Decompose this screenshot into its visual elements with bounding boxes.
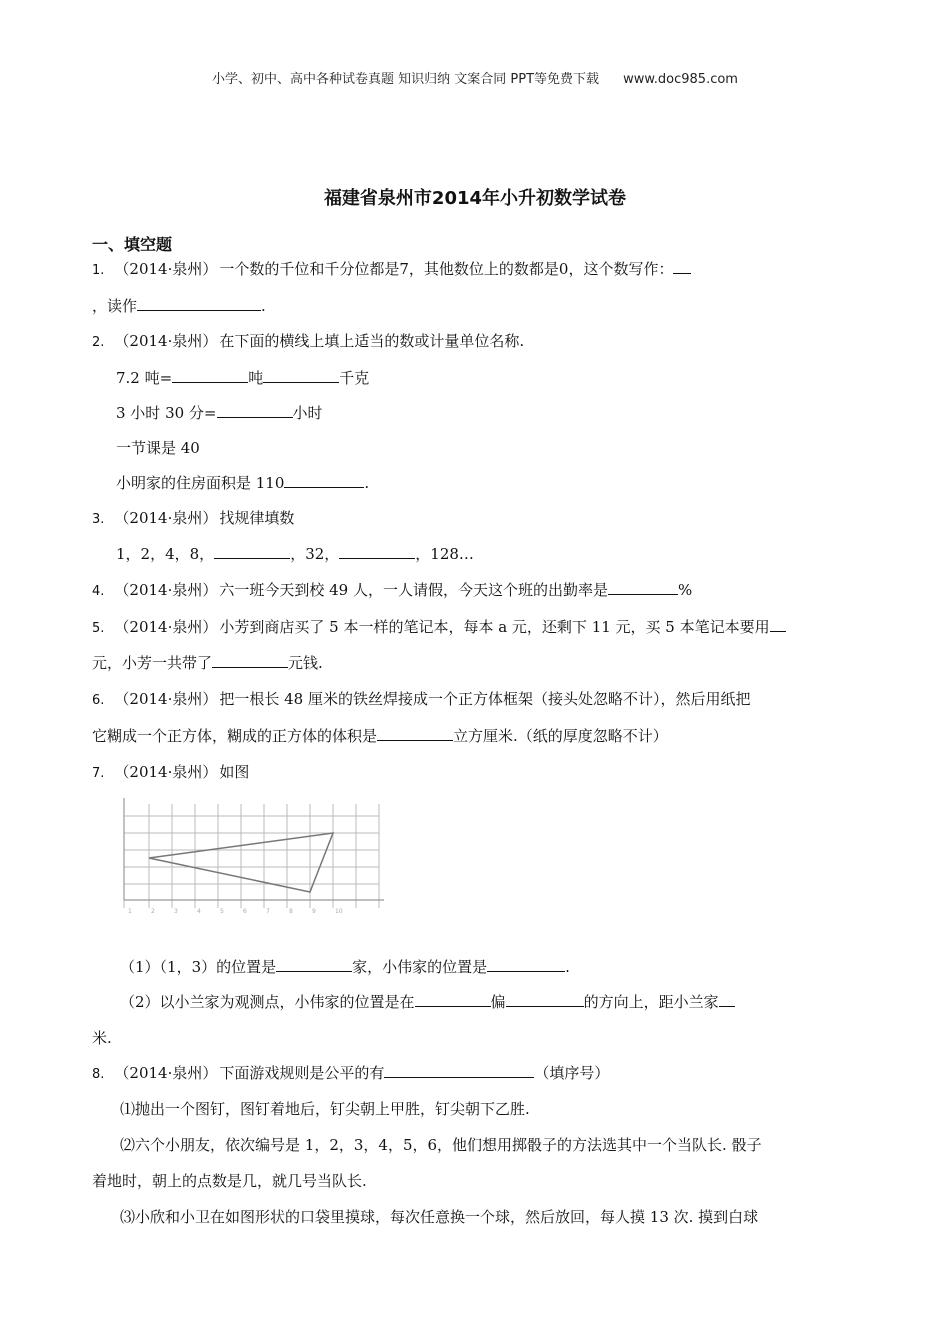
answer-blank[interactable] — [377, 726, 453, 741]
source-tag: （2014·泉州） — [114, 690, 218, 708]
answer-blank[interactable] — [384, 1063, 534, 1078]
answer-blank[interactable] — [339, 544, 415, 559]
page-title: 福建省泉州市2014年小升初数学试卷 — [323, 188, 627, 209]
svg-text:3: 3 — [174, 908, 178, 915]
source-tag: （2014·泉州） — [114, 332, 218, 350]
question-text: ⑶小欣和小卫在如图形状的口袋里摸球，每次任意换一个球，然后放回，每人摸 13 次. 摸到白球 — [120, 1208, 759, 1226]
question-text: （填序号） — [534, 1064, 610, 1082]
question-number: 7. — [92, 766, 105, 781]
question-2-line-1 — [116, 368, 369, 388]
question-text: 下面游戏规则是公平的有 — [219, 1064, 385, 1082]
question-7-part-1 — [120, 957, 570, 977]
page-header — [0, 68, 950, 87]
answer-blank[interactable] — [506, 992, 584, 1007]
svg-text:7: 7 — [266, 908, 270, 915]
question-text: 吨 — [248, 369, 264, 387]
question-text: 着地时，朝上的点数是几，就几号当队长. — [92, 1172, 367, 1190]
svg-text:9: 9 — [312, 908, 316, 915]
question-number: 8. — [92, 1067, 105, 1082]
answer-blank[interactable] — [172, 368, 248, 383]
source-tag: （2014·泉州） — [114, 581, 218, 599]
question-text: ，128… — [415, 545, 474, 563]
question-5 — [92, 617, 786, 639]
question-8-rule-2 — [120, 1135, 762, 1155]
question-text: % — [678, 581, 693, 599]
question-2-line-2 — [116, 403, 323, 423]
question-5-cont — [92, 653, 323, 673]
question-3-sequence — [116, 544, 474, 564]
question-text: 7.2 吨= — [116, 369, 173, 387]
answer-blank[interactable] — [217, 403, 293, 418]
question-text: . — [364, 474, 370, 492]
question-text: ⑵六个小朋友，依次编号是 1，2，3，4，5，6，他们想用掷骰子的方法选其中一个当队长. 骰子 — [120, 1136, 762, 1154]
question-text: . — [261, 297, 266, 315]
question-text: 1，2，4，8， — [116, 545, 215, 563]
question-text: 一个数的千位和千分位都是7，其他数位上的数都是0，这个数写作： — [219, 260, 674, 278]
answer-blank[interactable] — [214, 544, 290, 559]
source-tag: （2014·泉州） — [114, 763, 218, 781]
question-text: 找规律填数 — [219, 509, 295, 527]
question-text: 如图 — [219, 763, 250, 781]
question-3 — [92, 508, 294, 530]
grid-map-figure — [114, 796, 392, 918]
question-text: 把一根长 48 厘米的铁丝焊接成一个正方体框架（接头处忽略不计），然后用纸把 — [219, 690, 751, 708]
source-tag: （2014·泉州） — [114, 509, 218, 527]
svg-text:10: 10 — [335, 908, 343, 915]
answer-blank[interactable] — [673, 259, 691, 274]
question-text: . — [565, 958, 570, 976]
section-heading: 一、填空题 — [92, 235, 173, 254]
question-7-part-2-cont — [92, 1028, 112, 1048]
question-text: ，读作 — [92, 297, 138, 315]
question-7 — [92, 762, 249, 784]
question-number: 2. — [92, 335, 105, 350]
question-8-rule-1 — [120, 1099, 530, 1119]
question-text: （1）（1，3）的位置是 — [120, 958, 277, 976]
answer-blank[interactable] — [284, 473, 364, 488]
question-text: 小时 — [292, 404, 323, 422]
question-text: 在下面的横线上填上适当的数或计量单位名称. — [219, 332, 525, 350]
question-text: 偏 — [490, 993, 506, 1011]
question-text: ⑴抛出一个图钉，图钉着地后，钉尖朝上甲胜，钉尖朝下乙胜. — [120, 1100, 530, 1118]
question-text: 米. — [92, 1029, 112, 1047]
question-text: 元，小芳一共带了 — [92, 654, 213, 672]
answer-blank[interactable] — [415, 992, 491, 1007]
question-text: 3 小时 30 分= — [116, 404, 217, 422]
answer-blank[interactable] — [276, 957, 352, 972]
question-text: ，32， — [290, 545, 340, 563]
answer-blank[interactable] — [487, 957, 565, 972]
svg-text:5: 5 — [220, 908, 224, 915]
svg-text:4: 4 — [197, 908, 201, 915]
question-number: 6. — [92, 693, 105, 708]
question-text: （2）以小兰家为观测点，小伟家的位置是在 — [120, 993, 415, 1011]
question-2 — [92, 331, 524, 353]
svg-text:1: 1 — [128, 908, 132, 915]
question-1 — [92, 259, 691, 281]
question-2-line-4 — [116, 473, 369, 493]
question-7-part-2 — [120, 992, 735, 1012]
answer-blank[interactable] — [719, 992, 735, 1007]
question-6-cont — [92, 726, 668, 746]
svg-text:8: 8 — [289, 908, 293, 915]
question-text: 它糊成一个正方体，糊成的正方体的体积是 — [92, 727, 378, 745]
answer-blank[interactable] — [608, 580, 678, 595]
header-text: 小学、初中、高中各种试卷真题 知识归纳 文案合同 PPT等免费下载 — [212, 72, 600, 87]
source-tag: （2014·泉州） — [114, 260, 218, 278]
question-text: 的方向上，距小兰家 — [583, 993, 719, 1011]
question-8 — [92, 1063, 609, 1085]
question-text: 一节课是 40 — [116, 439, 200, 457]
question-6 — [92, 689, 751, 711]
answer-blank[interactable] — [263, 368, 339, 383]
question-number: 3. — [92, 512, 105, 527]
answer-blank[interactable] — [212, 653, 288, 668]
question-text: 千克 — [339, 369, 370, 387]
header-url[interactable]: www.doc985.com — [623, 72, 738, 87]
answer-blank[interactable] — [137, 296, 261, 311]
answer-blank[interactable] — [770, 617, 786, 632]
question-text: 立方厘米.（纸的厚度忽略不计） — [453, 727, 668, 745]
question-text: 小芳到商店买了 5 本一样的笔记本，每本 a 元，还剩下 11 元，买 5 本笔记本要用 — [219, 618, 770, 636]
source-tag: （2014·泉州） — [114, 618, 218, 636]
question-number: 4. — [92, 584, 105, 599]
question-1-cont — [92, 296, 266, 316]
svg-text:2: 2 — [151, 908, 155, 915]
question-text: 元钱. — [288, 654, 323, 672]
question-number: 1. — [92, 263, 105, 278]
question-8-rule-3 — [120, 1207, 758, 1227]
source-tag: （2014·泉州） — [114, 1064, 218, 1082]
question-text: 六一班今天到校 49 人，一人请假，今天这个班的出勤率是 — [219, 581, 608, 599]
question-text: 家，小伟家的位置是 — [352, 958, 488, 976]
question-text: 小明家的住房面积是 110 — [116, 474, 285, 492]
svg-text:6: 6 — [243, 908, 247, 915]
question-4 — [92, 580, 692, 602]
question-8-rule-2-cont — [92, 1171, 367, 1191]
question-number: 5. — [92, 621, 105, 636]
question-2-line-3 — [116, 438, 200, 458]
